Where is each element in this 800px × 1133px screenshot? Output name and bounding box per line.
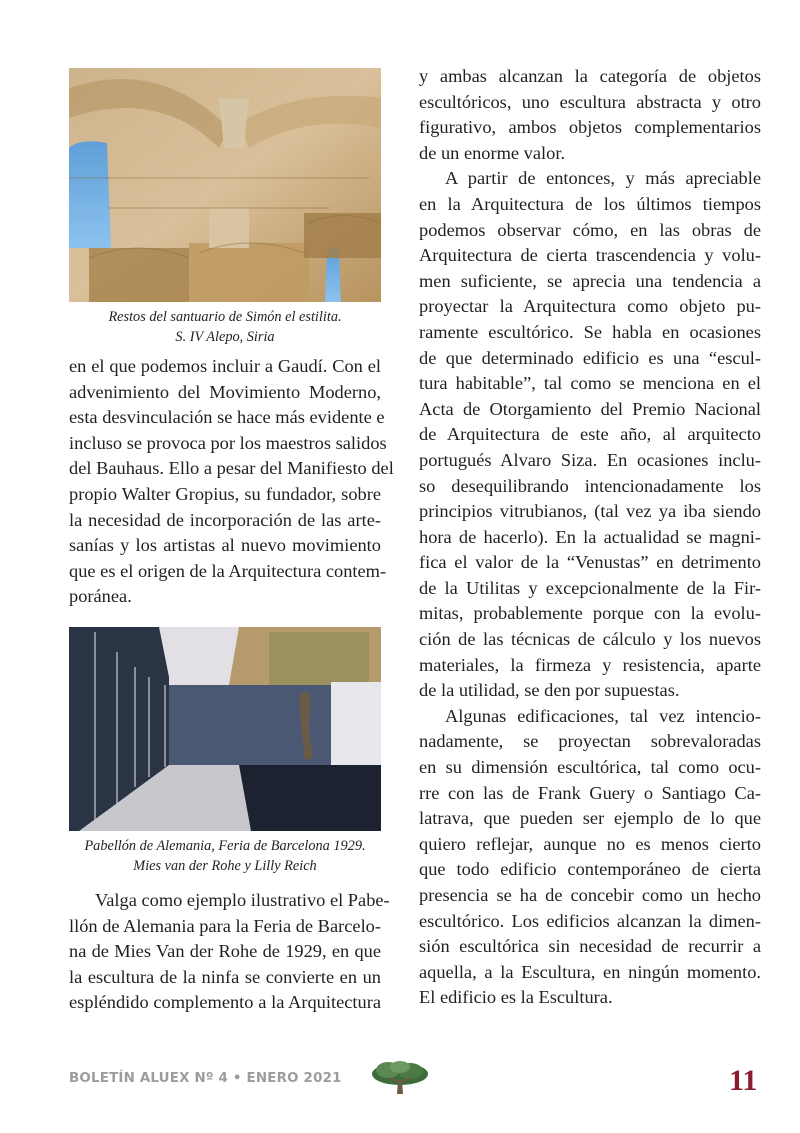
text-line: Valga como ejemplo ilustrativo el Pabe-	[95, 889, 390, 910]
text-line: rre con las de Frank Guery o Santiago Ca-	[419, 782, 761, 803]
right-column	[419, 64, 761, 1011]
text-line: esta desvinculación se hace más evidente e	[69, 407, 385, 428]
text-line: propio Walter Gropius, su fundador, sobre	[69, 483, 381, 504]
arch-ruins-image	[69, 68, 381, 302]
text-line: hora de hacerlo). En la actualidad se magni-	[419, 526, 761, 547]
text-line: aquella, a la Escultura, en ningún momento.	[419, 961, 761, 982]
text-line: la escultura de la ninfa se convierte en un	[69, 966, 381, 987]
text-line: sión escultórica sin necesidad de recurrir a	[419, 936, 761, 957]
text-line: tura habitable”, tal como se menciona en el	[419, 373, 761, 394]
text-line: incluso se provoca por los maestros salidos	[69, 432, 387, 453]
caption-line: Pabellón de Alemania, Feria de Barcelona 1929.	[84, 837, 366, 854]
text-line: en la Arquitectura de los últimos tiempos	[419, 193, 761, 214]
text-line: en el que podemos incluir a Gaudí. Con el	[69, 356, 381, 376]
text-line: de la utilidad, se den por supuestas.	[419, 680, 680, 701]
text-line: fica el valor de la “Venustas” en detrimento	[419, 552, 761, 573]
caption-line: Restos del santuario de Simón el estilita.	[108, 309, 342, 325]
photo-barcelona-pavilion	[69, 627, 381, 831]
text-line: de la Utilitas y excepcionalmente de la Fir-	[419, 577, 761, 598]
text-line: El edificio es la Escultura.	[419, 987, 613, 1008]
text-line: figurativo, ambos objetos complementarios	[419, 117, 761, 138]
text-line: poránea.	[69, 586, 132, 607]
publication-footer: BOLETÍN ALUEX Nº 4 • ENERO 2021	[69, 1071, 342, 1086]
text-line: Arquitectura de cierta trascendencia y volu-	[419, 245, 761, 266]
text-line: materiales, la firmeza y resistencia, aparte	[419, 654, 761, 675]
paragraph	[419, 704, 761, 1011]
paragraph	[419, 166, 761, 703]
paragraph	[69, 888, 390, 1016]
text-line: sanías y los artistas al nuevo movimiento	[69, 535, 381, 556]
text-line: presencia se ha de concebir como un hecho	[419, 885, 761, 905]
text-line: podemos observar cómo, en las obras de	[419, 219, 761, 240]
text-line: escultórico. Los edificios alcanzan la dimen-	[419, 910, 761, 931]
text-line: quiero reflejar, aunque no es menos cierto	[419, 833, 761, 854]
text-line: del Bauhaus. Ello a pesar del Manifiesto del	[69, 458, 394, 479]
text-line: la necesidad de incorporación de las arte-	[69, 509, 381, 530]
text-line: y ambas alcanzan la categoría de objetos	[419, 66, 761, 86]
text-line: ción de las técnicas de cálculo y los nuevos	[419, 629, 761, 650]
figure-caption	[69, 307, 381, 347]
text-line: mitas, probablemente porque con la evolu-	[419, 603, 761, 624]
text-line: A partir de entonces, y más apreciable	[445, 168, 761, 189]
text-line: Algunas edificaciones, tal vez intencio-	[445, 705, 761, 726]
caption-line: Mies van der Rohe y Lilly Reich	[133, 857, 317, 874]
text-line: escultóricos, uno escultura abstracta y otro	[419, 91, 761, 112]
text-line: en su dimensión escultórica, tal como ocu-	[419, 757, 761, 778]
left-column	[69, 68, 394, 1016]
text-line: de Arquitectura de este año, al arquitecto	[419, 424, 761, 445]
pavilion-image	[69, 627, 381, 831]
text-line: na de Mies Van der Rohe de 1929, en que	[69, 941, 381, 962]
text-line: nadamente, se proyectan sobrevaloradas	[419, 731, 761, 752]
text-line: que todo edificio contemporáneo de cierta	[419, 859, 761, 880]
text-line: so desequilibrando intencionadamente los	[419, 475, 761, 496]
figure-barcelona-pavilion	[69, 627, 381, 876]
text-line: proyectar la Arquitectura como objeto pu-	[419, 296, 761, 317]
photo-simeon-sanctuary	[69, 68, 381, 302]
figure-caption	[69, 836, 381, 876]
figure-simeon-sanctuary	[69, 68, 381, 347]
page-number: 11	[729, 1064, 758, 1097]
text-line: portugués Alvaro Siza. En ocasiones inclu-	[419, 449, 761, 470]
text-line: espléndido complemento a la Arquitectura	[69, 992, 381, 1013]
caption-line: S. IV Alepo, Siria	[175, 329, 275, 345]
text-line: que es el origen de la Arquitectura contem-	[69, 560, 387, 581]
paragraph	[419, 64, 761, 166]
text-line: de un enorme valor.	[419, 142, 566, 163]
tree-icon	[368, 1058, 432, 1098]
text-line: llón de Alemania para la Feria de Barcelo-	[69, 915, 381, 936]
text-line: men suficiente, se aprecia una tendencia a	[419, 270, 761, 291]
text-line: principios vitrubianos, (tal vez ya iba siendo	[419, 501, 761, 522]
text-line: latrava, que pueden ser ejemplo de lo que	[419, 808, 761, 829]
paragraph	[69, 354, 394, 610]
text-line: Acta de Otorgamiento del Premio Nacional	[419, 398, 761, 419]
text-line: advenimiento del Movimiento Moderno,	[69, 381, 381, 402]
text-line: de que determinado edificio es una “escul-	[419, 347, 761, 368]
text-line: ramente escultórico. Se habla en ocasiones	[419, 321, 761, 342]
